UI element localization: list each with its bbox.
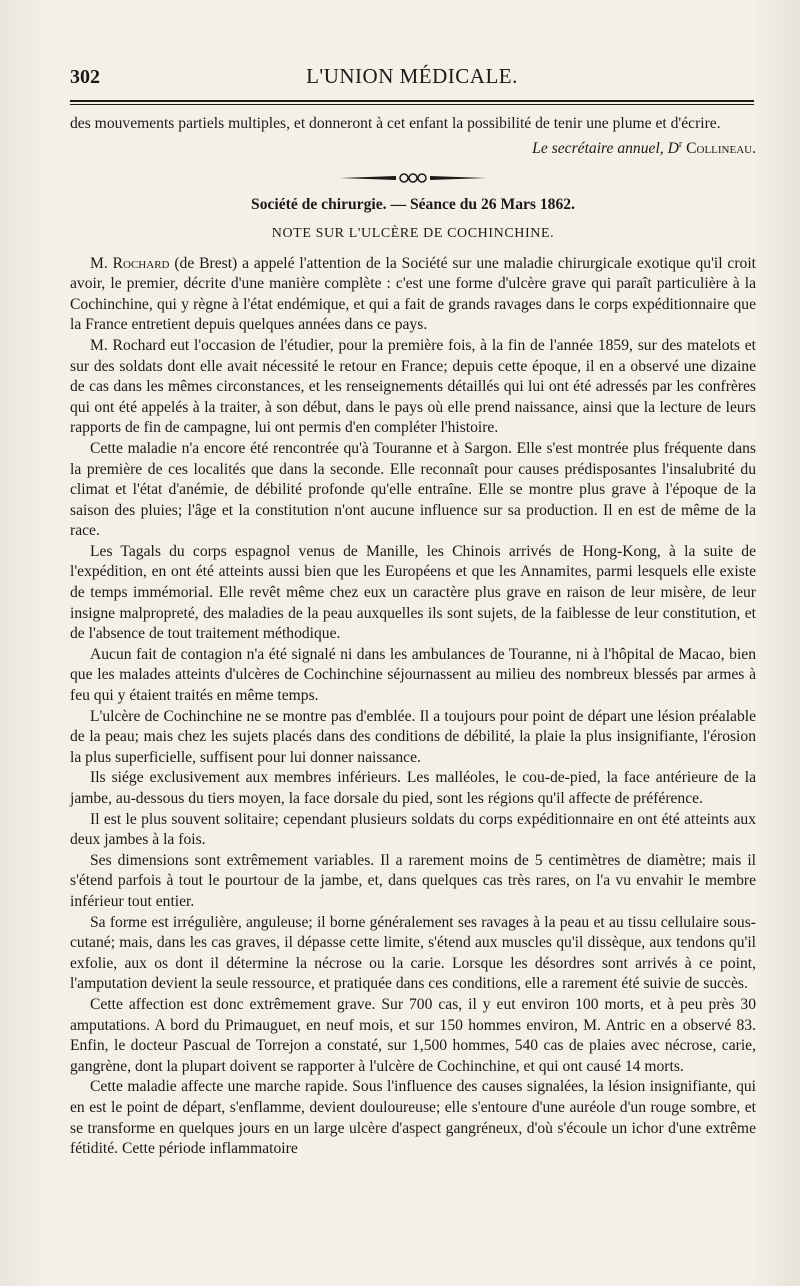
header-rule — [70, 100, 754, 102]
body-paragraph-2: M. Rochard eut l'occasion de l'étudier, pour la première fois, à la fin de l'année 1859, sur des matelots et sur des soldats dont elle avait nécessité le retour en France; depuis cette époque, il en a observé une dizaine de cas dans les mêmes circonstances, et les renseignements détaillés qui lui ont été adressés par les confrères qui ont été appelés à la traiter, à son début, dans le pays où elle prend naissance, ainsi que la lecture de leurs rapports de fin de campagne, lui ont permis d'en compléter l'histoire. — [70, 336, 756, 437]
section-heading: Société de chirurgie. — Séance du 26 Mars 1862. — [251, 196, 575, 214]
previous-article-closing: des mouvements partiels multiples, et donneront à cet enfant la possibilité de tenir une plume et d'écrire. — [70, 115, 721, 132]
page-number: 302 — [70, 66, 100, 88]
page-content — [70, 114, 756, 1160]
page-header — [70, 64, 754, 98]
signature-sup: r — [678, 138, 683, 150]
paragraph-1-text: (de Brest) a appelé l'attention de la Société sur une maladie chirurgicale exotique qu'il croit avoir, le premier, décrite d'une manière complète : c'est une forme d'ulcère grave qui paraît particulière à la Cochinchine, qui y règne à l'état endémique, et qui a fait de grands ravages dans le corps expéditionnaire que la France entretient depuis quelques années dans ce pays. — [70, 254, 756, 334]
signature-prefix: Le secrétaire annuel, D — [532, 139, 679, 157]
note-title: NOTE SUR L'ULCÈRE DE COCHINCHINE. — [271, 225, 555, 241]
lead-name: Rochard — [112, 254, 170, 272]
body-paragraph-4: Les Tagals du corps espagnol venus de Manille, les Chinois arrivés de Hong-Kong, à la suite de l'expédition, en ont été atteints aussi bien que les Européens et que les Annamites, parmi lesquels elle existe de temps immémorial. Elle revêt même chez eux un caractère plus grave en raison de leur misère, de leur insigne malpropreté, des maladies de la peau auxquelles ils sont sujets, de la faiblesse de leur constitution, et de l'absence de tout traitement méthodique. — [70, 542, 756, 643]
body-paragraph-5: Aucun fait de contagion n'a été signalé ni dans les ambulances de Touranne, ni à l'hôpital de Macao, bien que les malades atteints d'ulcères de Cochinchine séjournassent au milieu des nombreux blessés par armes à feu qui y étaient traités en même temps. — [70, 645, 756, 705]
running-title: L'UNION MÉDICALE. — [306, 64, 518, 88]
body-paragraph-8: Il est le plus souvent solitaire; cependant plusieurs soldats du corps expéditionnaire en ont été atteints aux deux jambes à la fois. — [70, 810, 756, 849]
body-paragraph-9: Ses dimensions sont extrêmement variables. Il a rarement moins de 5 centimètres de diamètre; mais il s'étend parfois à tout le pourtour de la jambe, et, dans quelques cas très rares, on l'a vu envahir le membre inférieur tout entier. — [70, 851, 756, 910]
body-paragraph-10: Sa forme est irrégulière, anguleuse; il borne généralement ses ravages à la peau et au tissu cellulaire sous-cutané; mais, dans les cas graves, il dépasse cette limite, s'étend aux muscles qu'il dissèque, aux tendons qu'il exfolie, aux os dont il détermine la nécrose ou la carie. Lorsque les désordres sont arrivés à ce point, l'amputation devient la seule ressource, et pratiquée dans ces conditions, elle a rarement été suivie de succès. — [70, 913, 756, 993]
body-paragraph-1 — [70, 254, 756, 336]
body-paragraph-6: L'ulcère de Cochinchine ne se montre pas d'emblée. Il a toujours pour point de départ une lésion préalable de la peau; mais chez les sujets placés dans des conditions de débilité, la plaie la plus insignifiante, l'érosion la plus superficielle, suffisent pour lui donner naissance. — [70, 707, 756, 766]
decorative-rule-ornament — [338, 171, 488, 185]
body-paragraph-3: Cette maladie n'a encore été rencontrée qu'à Touranne et à Sargon. Elle s'est montrée plus fréquente dans la première de ces localités que dans la seconde. Elle reconnaît pour causes prédisposantes l'insalubrité du climat et l'état d'anémie, de débilité profonde qu'elle entraîne. Elle se montre plus grave à l'époque de la saison des pluies; l'âge et la constitution n'ont aucune influence sur sa production. Il en est de même de la race. — [70, 439, 756, 540]
lead-prefix: M. — [90, 254, 113, 272]
header-rule-thin — [70, 104, 754, 105]
signature-name: Collineau. — [686, 139, 756, 157]
body-paragraph-11: Cette affection est donc extrêmement grave. Sur 700 cas, il y eut environ 100 morts, et à peu près 30 amputations. A bord du Primauguet, en neuf mois, et sur 150 hommes environ, M. Antric en a observé 83. Enfin, le docteur Pascual de Torrejon a constaté, sur 1,500 hommes, 540 cas de plaies avec nécrose, carie, gangrène, dont la plupart doivent se rapporter à l'ulcère de Cochinchine, et qui ont causé 14 morts. — [70, 995, 756, 1075]
signature — [70, 135, 756, 160]
body-paragraph-12: Cette maladie affecte une marche rapide. Sous l'influence des causes signalées, la lésion insignifiante, qui en est le point de départ, s'enflamme, devient douloureuse; elle s'entoure d'une auréole d'un rouge sombre, et se transforme en quelques jours en un large ulcère d'aspect gangréneux, d'où s'écoule un ichor d'une extrême fétidité. Cette période inflammatoire — [70, 1078, 756, 1158]
body-paragraph-7: Ils siége exclusivement aux membres inférieurs. Les malléoles, le cou-de-pied, la face antérieure de la jambe, au-dessous du tiers moyen, la face dorsale du pied, sont les régions qu'il affecte de préférence. — [70, 769, 756, 807]
